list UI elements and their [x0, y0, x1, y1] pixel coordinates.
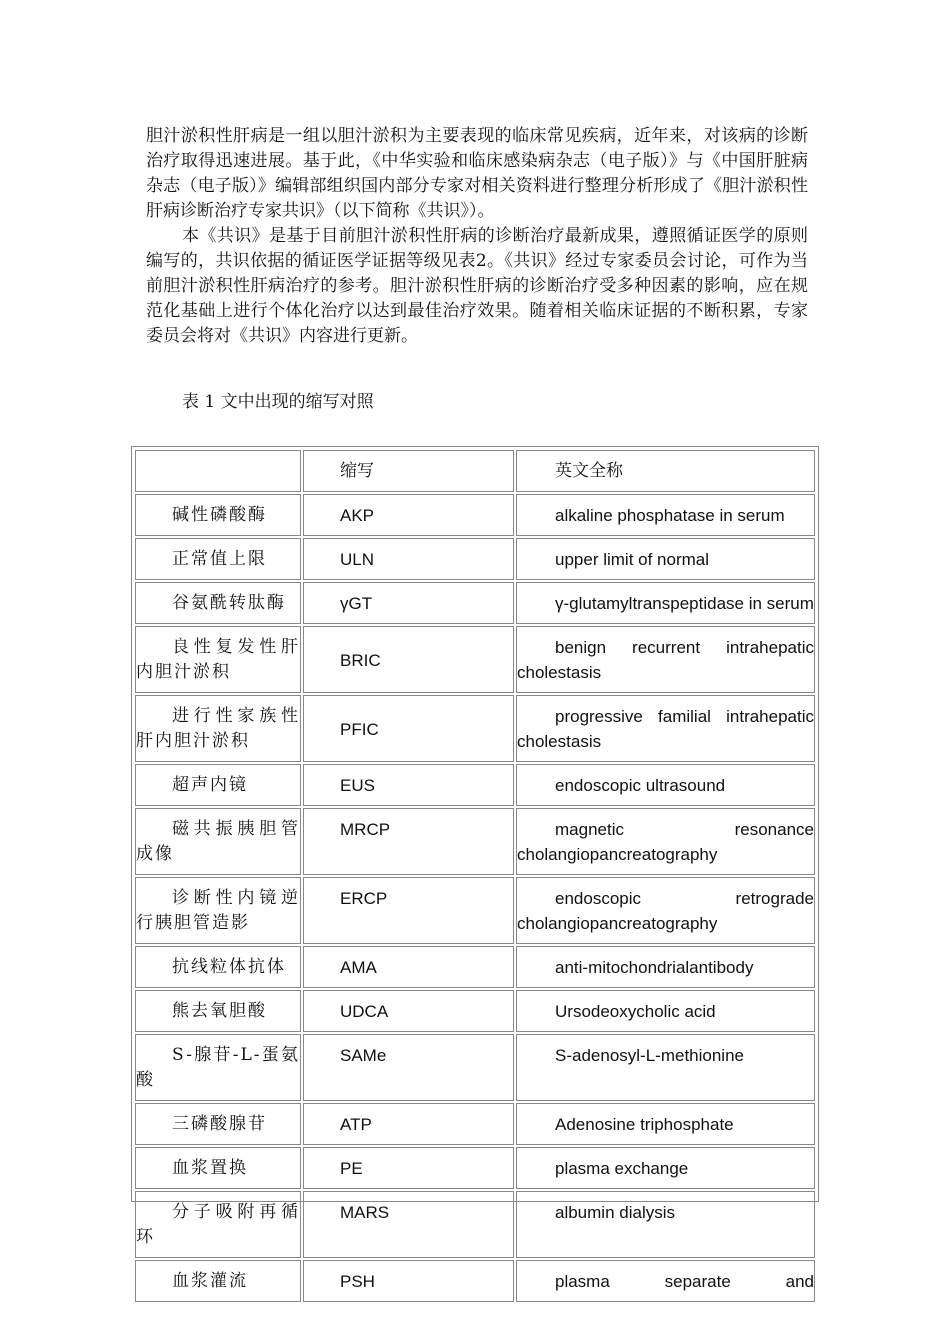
cell-english: magnetic resonance cholangiopancreatography	[516, 808, 815, 875]
cell-chinese: S-腺苷-L-蛋氨酸	[135, 1034, 301, 1101]
cell-english: progressive familial intrahepatic cholestasis	[516, 695, 815, 762]
cell-chinese: 分子吸附再循环	[135, 1191, 301, 1258]
table-caption: 表 1 文中出现的缩写对照	[182, 392, 374, 412]
abbreviation-table-frame	[131, 446, 819, 1291]
cell-abbreviation: ATP	[303, 1103, 514, 1145]
cell-abbreviation: SAMe	[303, 1034, 514, 1101]
cell-chinese: 磁共振胰胆管成像	[135, 808, 301, 875]
cell-abbreviation: BRIC	[303, 626, 514, 693]
cell-chinese: 熊去氧胆酸	[135, 990, 301, 1032]
table-row	[135, 1147, 815, 1189]
cell-abbreviation: PFIC	[303, 695, 514, 762]
header-cell-abbreviation: 缩写	[303, 450, 514, 492]
cell-chinese: 抗线粒体抗体	[135, 946, 301, 988]
cell-chinese: 正常值上限	[135, 538, 301, 580]
abbreviation-table	[133, 448, 817, 1304]
table-row	[135, 1260, 815, 1302]
cell-english: albumin dialysis	[516, 1191, 815, 1258]
cell-chinese: 谷氨酰转肽酶	[135, 582, 301, 624]
cell-chinese: 三磷酸腺苷	[135, 1103, 301, 1145]
table-row	[135, 494, 815, 536]
cell-abbreviation: MARS	[303, 1191, 514, 1258]
cell-chinese: 超声内镜	[135, 764, 301, 806]
table-row	[135, 990, 815, 1032]
cell-english: Ursodeoxycholic acid	[516, 990, 815, 1032]
header-cell-english: 英文全称	[516, 450, 815, 492]
table-row	[135, 808, 815, 875]
table-header-row	[135, 450, 815, 492]
cell-english: Adenosine triphosphate	[516, 1103, 815, 1145]
cell-english: plasma exchange	[516, 1147, 815, 1189]
cell-abbreviation: AKP	[303, 494, 514, 536]
cell-english: endoscopic retrograde cholangiopancreatography	[516, 877, 815, 944]
table-row	[135, 626, 815, 693]
cell-english: anti-mitochondrialantibody	[516, 946, 815, 988]
table-row	[135, 1034, 815, 1101]
table-row	[135, 695, 815, 762]
table-row	[135, 1191, 815, 1258]
cell-abbreviation: EUS	[303, 764, 514, 806]
cell-english: γ-glutamyltranspeptidase in serum	[516, 582, 815, 624]
cell-chinese: 诊断性内镜逆行胰胆管造影	[135, 877, 301, 944]
cell-abbreviation: ULN	[303, 538, 514, 580]
cell-english: endoscopic ultrasound	[516, 764, 815, 806]
table-row	[135, 582, 815, 624]
cell-abbreviation: γGT	[303, 582, 514, 624]
cell-abbreviation: PSH	[303, 1260, 514, 1302]
cell-english: benign recurrent intrahepatic cholestasis	[516, 626, 815, 693]
table-row	[135, 1103, 815, 1145]
cell-chinese: 碱性磷酸酶	[135, 494, 301, 536]
cell-chinese: 血浆灌流	[135, 1260, 301, 1302]
cell-english: alkaline phosphatase in serum	[516, 494, 815, 536]
cell-abbreviation: AMA	[303, 946, 514, 988]
cell-chinese: 良性复发性肝内胆汁淤积	[135, 626, 301, 693]
cell-english: S-adenosyl-L-methionine	[516, 1034, 815, 1101]
cell-english: upper limit of normal	[516, 538, 815, 580]
table-row	[135, 764, 815, 806]
cell-abbreviation: PE	[303, 1147, 514, 1189]
cell-abbreviation: UDCA	[303, 990, 514, 1032]
table-row	[135, 946, 815, 988]
table-row	[135, 538, 815, 580]
cell-english: plasma separate and	[516, 1260, 815, 1302]
intro-paragraph-2: 本《共识》是基于目前胆汁淤积性肝病的诊断治疗最新成果，遵照循证医学的原则编写的，共识依据的循证医学证据等级见表2。《共识》经过专家委员会讨论，可作为当前胆汁淤积性肝病治疗的参考。胆汁淤积性肝病的诊断治疗受多种因素的影响，应在规范化基础上进行个体化治疗以达到最佳治疗效果。随着相关临床证据的不断积累，专家委员会将对《共识》内容进行更新。	[146, 226, 808, 346]
cell-abbreviation: MRCP	[303, 808, 514, 875]
table-row	[135, 877, 815, 944]
cell-abbreviation: ERCP	[303, 877, 514, 944]
cell-chinese: 进行性家族性肝内胆汁淤积	[135, 695, 301, 762]
intro-paragraph-1: 胆汁淤积性肝病是一组以胆汁淤积为主要表现的临床常见疾病，近年来，对该病的诊断治疗取得迅速进展。基于此，《中华实验和临床感染病杂志（电子版）》与《中国肝脏病杂志（电子版）》编辑部组织国内部分专家对相关资料进行整理分析形成了《胆汁淤积性肝病诊断治疗专家共识》（以下简称《共识》）。	[146, 126, 808, 221]
cell-chinese: 血浆置换	[135, 1147, 301, 1189]
header-cell-chinese	[135, 450, 301, 492]
intro-text	[146, 124, 808, 349]
